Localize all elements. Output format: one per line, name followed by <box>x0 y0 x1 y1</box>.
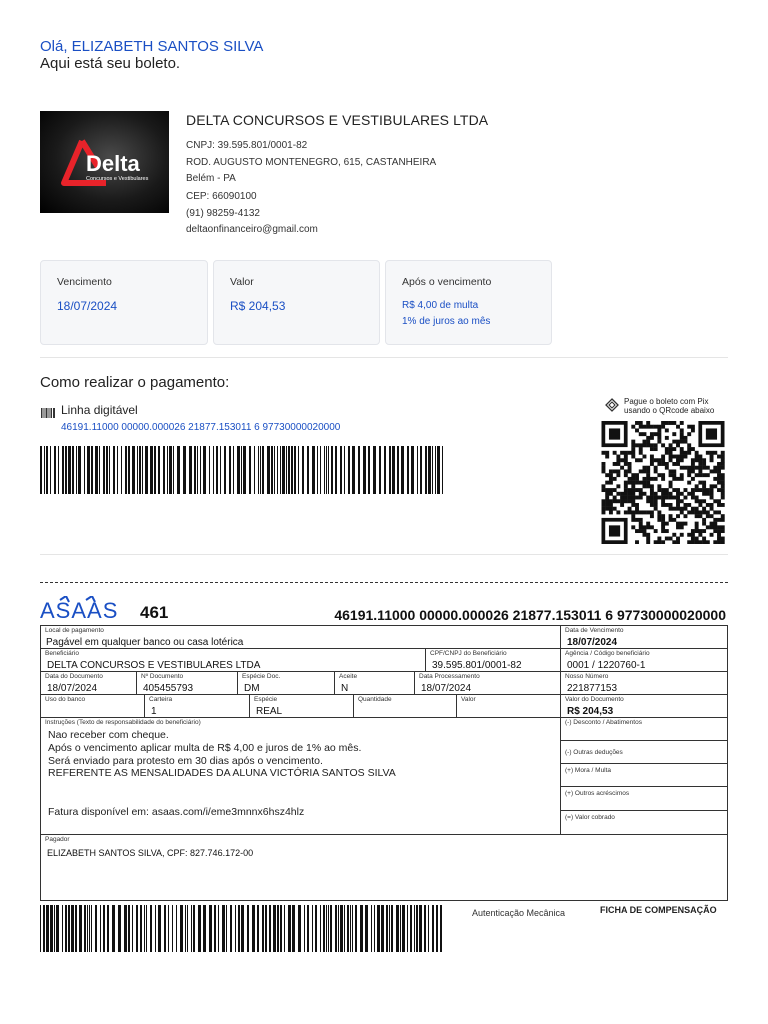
company-city: Belém - PA <box>186 173 236 184</box>
processing-date-field <box>414 671 561 695</box>
pix-qrcode[interactable] <box>598 421 728 544</box>
bank-use-field <box>40 694 145 718</box>
field-value: DM <box>244 683 260 694</box>
field-label: Uso do banco <box>45 696 86 703</box>
field-label: Espécie <box>254 696 278 703</box>
field-value: 221877153 <box>567 683 618 694</box>
company-cep: CEP: 66090100 <box>186 191 257 202</box>
field-label: Nº Documento <box>141 673 184 680</box>
field-label: Pagador <box>45 836 70 843</box>
mechanical-auth-label: Autenticação Mecânica <box>472 908 566 918</box>
field-label: Data Processamento <box>419 673 480 680</box>
instruction-line: Será enviado para protesto em 30 dias após o vencimento. <box>48 755 323 767</box>
due-date-label: Vencimento <box>57 276 112 288</box>
field-label: Instruções (Texto de responsabilidade do beneficiário) <box>45 719 201 726</box>
after-due-fine: R$ 4,00 de multa <box>402 300 479 311</box>
cut-line <box>40 582 728 583</box>
greeting-subtitle: Aqui está seu boleto. <box>40 55 181 72</box>
pix-instruction-line1: Pague o boleto com Pix <box>624 397 709 406</box>
field-value: R$ 204,53 <box>567 706 614 717</box>
due-date-field <box>560 625 728 649</box>
pix-instruction-line2: usando o QRcode abaixo <box>624 406 715 415</box>
field-value: DELTA CONCURSOS E VESTIBULARES LTDA <box>47 660 261 671</box>
slip-line-code: 46191.11000 00000.000026 21877.153011 6 97730000020000 <box>334 607 726 623</box>
field-label: (+) Mora / Multa <box>565 767 612 774</box>
barcode-icon <box>41 405 55 415</box>
charged-value-field <box>560 810 728 835</box>
mora-field <box>560 763 728 787</box>
field-value: 18/07/2024 <box>421 683 472 694</box>
amount-card <box>213 260 380 345</box>
field-label: Data de Vencimento <box>565 627 624 634</box>
field-value: N <box>341 683 349 694</box>
discount-field <box>560 717 728 741</box>
currency-species-field <box>249 694 354 718</box>
agency-field <box>560 648 728 672</box>
payment-location-field <box>40 625 561 649</box>
payer-field <box>40 834 728 901</box>
after-due-card <box>385 260 552 345</box>
greeting-name: Olá, ELIZABETH SANTOS SILVA <box>40 38 264 55</box>
field-value: REAL <box>256 706 283 717</box>
field-label: (-) Outras deduções <box>565 749 623 756</box>
field-value: 18/07/2024 <box>567 637 618 648</box>
field-value: 405455793 <box>143 683 194 694</box>
digitable-line-label: Linha digitável <box>61 403 138 417</box>
company-phone: (91) 98259-4132 <box>186 208 260 219</box>
field-label: (-) Desconto / Abatimentos <box>565 719 642 726</box>
other-deductions-field <box>560 740 728 764</box>
doc-date-field <box>40 671 137 695</box>
field-label: Aceite <box>339 673 358 680</box>
field-value: 0001 / 1220760-1 <box>567 660 646 671</box>
field-label: CPF/CNPJ do Beneficiário <box>430 650 507 657</box>
payment-title: Como realizar o pagamento: <box>40 374 230 391</box>
field-label: Valor <box>461 696 476 703</box>
company-logo <box>40 111 169 213</box>
payment-slip <box>40 625 728 902</box>
doc-number-field <box>136 671 238 695</box>
amount-value: R$ 204,53 <box>230 299 286 313</box>
beneficiary-cnpj-field <box>425 648 561 672</box>
field-label: Local de pagamento <box>45 627 104 634</box>
due-date-card <box>40 260 208 345</box>
field-label: Valor do Documento <box>565 696 624 703</box>
asaas-logo <box>40 596 126 622</box>
svg-text:ASAAS: ASAAS <box>40 598 119 622</box>
instruction-line: Após o vencimento aplicar multa de R$ 4,00 e juros de 1% ao mês. <box>48 742 362 754</box>
doc-species-field <box>237 671 335 695</box>
field-label: Quantidade <box>358 696 392 703</box>
beneficiary-field <box>40 648 426 672</box>
quantity-field <box>353 694 457 718</box>
instruction-line: REFERENTE AS MENSALIDADES DA ALUNA VICTÓRIA SANTOS SILVA <box>48 767 396 779</box>
field-value: 1 <box>151 706 157 717</box>
wallet-field <box>144 694 250 718</box>
payer-value: ELIZABETH SANTOS SILVA, CPF: 827.746.172-00 <box>47 848 254 858</box>
company-email: deltaonfinanceiro@gmail.com <box>186 224 318 235</box>
svg-text:Delta: Delta <box>86 151 140 176</box>
ficha-compensacao-label: FICHA DE COMPENSAÇÃO <box>600 905 717 915</box>
svg-text:Concursos e Vestibulares: Concursos e Vestibulares <box>86 176 149 182</box>
field-label: Data do Documento <box>45 673 103 680</box>
accept-field <box>334 671 415 695</box>
invoice-link[interactable]: Fatura disponível em: asaas.com/i/eme3mnnx6hsz4hlz <box>48 806 305 818</box>
after-due-interest: 1% de juros ao mês <box>402 316 491 327</box>
field-label: (+) Outros acréscimos <box>565 790 630 797</box>
field-value: 39.595.801/0001-82 <box>432 660 522 671</box>
due-date-value: 18/07/2024 <box>57 299 118 313</box>
our-number-field <box>560 671 728 695</box>
after-due-label: Após o vencimento <box>402 276 492 288</box>
divider <box>40 357 728 358</box>
field-value: 18/07/2024 <box>47 683 98 694</box>
value-field <box>456 694 561 718</box>
instructions-field <box>40 717 561 835</box>
bank-code: 461 <box>140 603 169 622</box>
field-label: (=) Valor cobrado <box>565 814 615 821</box>
barcode-top <box>40 446 444 494</box>
company-name: DELTA CONCURSOS E VESTIBULARES LTDA <box>186 112 489 128</box>
field-label: Nosso Número <box>565 673 609 680</box>
digitable-line-code[interactable]: 46191.11000 00000.000026 21877.153011 6 97730000020000 <box>61 422 341 433</box>
instruction-line: Nao receber com cheque. <box>48 729 169 741</box>
field-label: Agência / Código beneficiário <box>565 650 650 657</box>
pix-icon <box>605 398 619 412</box>
company-address: ROD. AUGUSTO MONTENEGRO, 615, CASTANHEIRA <box>186 157 437 168</box>
pix-instruction <box>624 397 714 415</box>
document-value-field <box>560 694 728 718</box>
other-additions-field <box>560 786 728 811</box>
field-label: Espécie Doc. <box>242 673 281 680</box>
company-cnpj: CNPJ: 39.595.801/0001-82 <box>186 140 308 151</box>
barcode-bottom <box>40 905 444 952</box>
divider <box>40 554 728 555</box>
field-value: Pagável em qualquer banco ou casa lotérica <box>46 637 244 648</box>
field-label: Carteira <box>149 696 173 703</box>
amount-label: Valor <box>230 276 254 288</box>
field-label: Beneficiário <box>45 650 79 657</box>
